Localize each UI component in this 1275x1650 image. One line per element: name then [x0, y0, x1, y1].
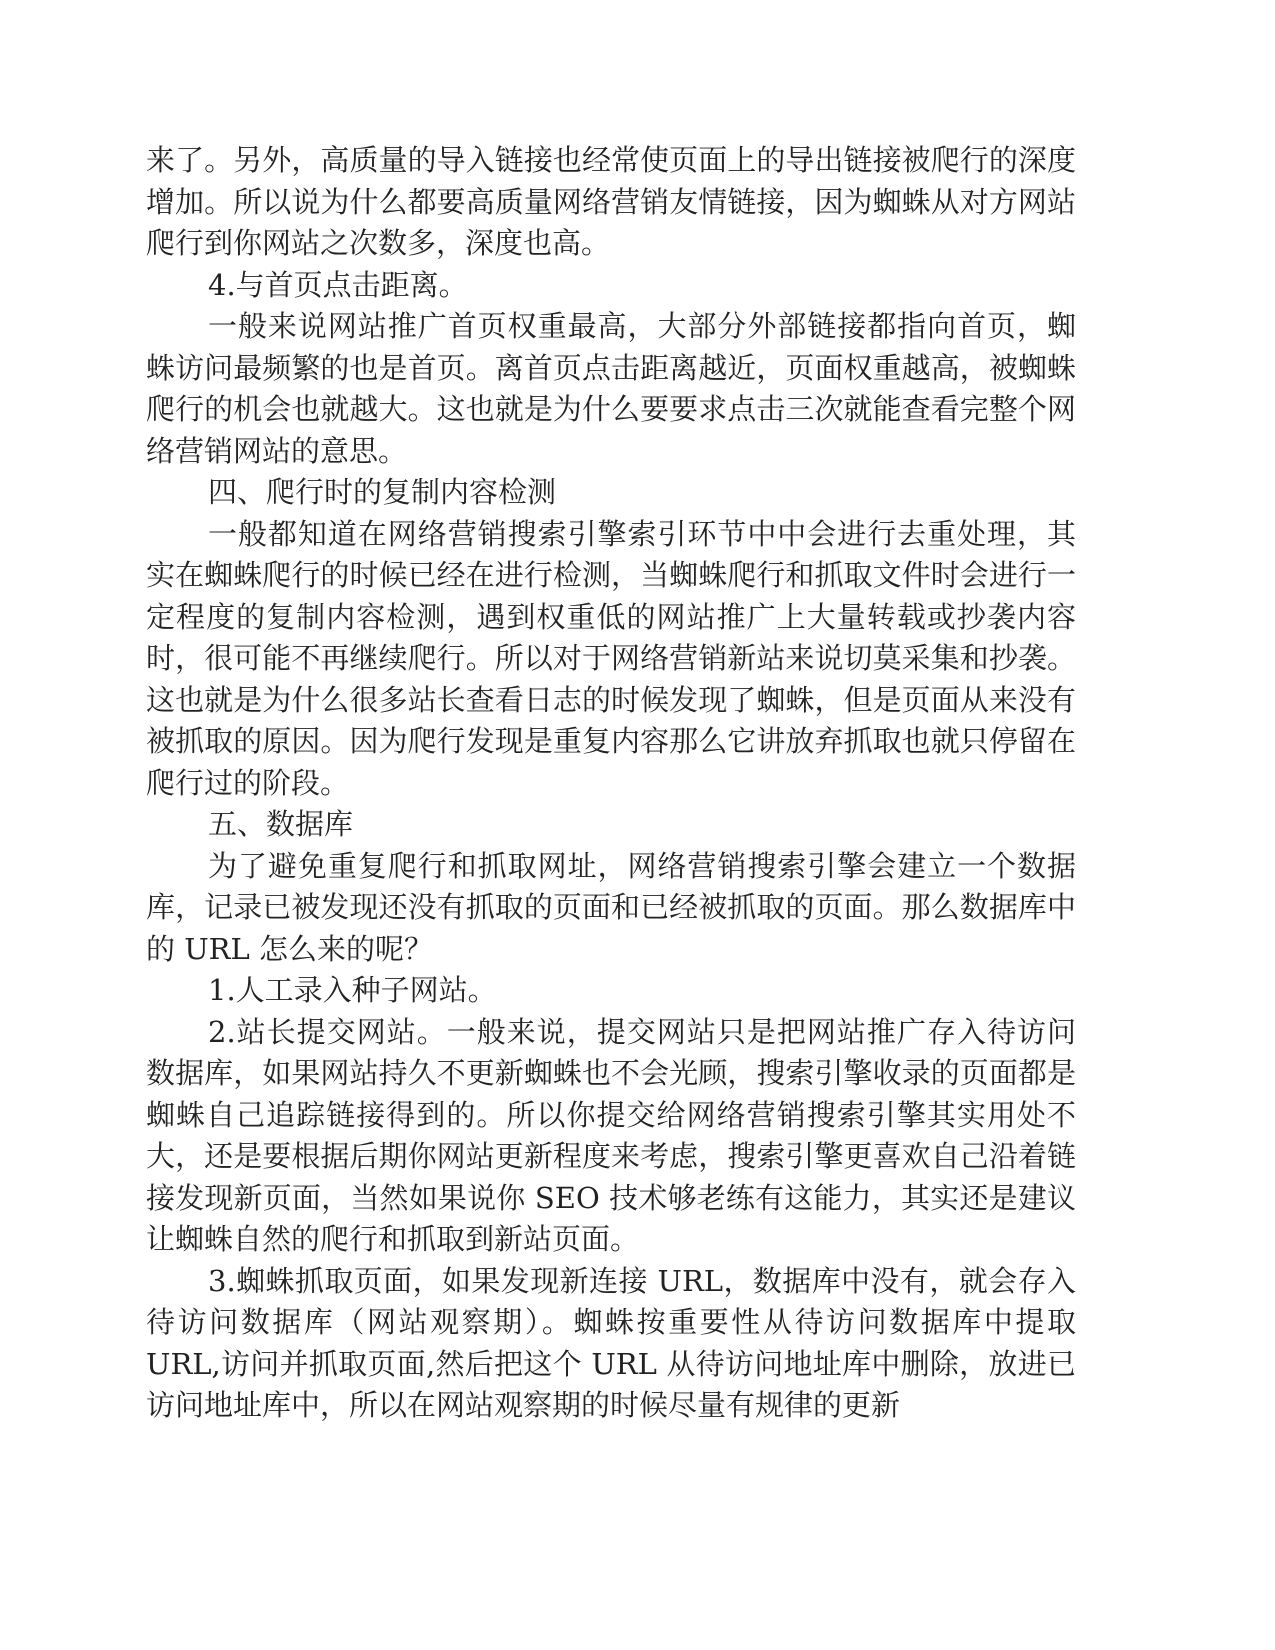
paragraph-duplicate-detection: 一般都知道在网络营销搜索引擎索引环节中中会进行去重处理，其实在蜘蛛爬行的时候已经在进行检测，当蜘蛛爬行和抓取文件时会进行一定程度的复制内容检测，遇到权重低的网站推广上大量转载或抄袭内容时，很可能不再继续爬行。所以对于网络营销新站来说切莫采集和抄袭。这也就是为什么很多站长查看日志的时候发现了蜘蛛，但是页面从来没有被抓取的原因。因为爬行发现是重复内容那么它讲放弃抓取也就只停留在爬行过的阶段。 [146, 516, 1076, 800]
section-heading-database: 五、数据库 [208, 807, 354, 841]
document-page [146, 140, 1076, 1427]
section-heading-duplicate-detection: 四、爬行时的复制内容检测 [208, 475, 557, 509]
paragraph-spider-crawl: 3.蜘蛛抓取页面，如果发现新连接 URL，数据库中没有，就会存入待访问数据库（网站观察期）。蜘蛛按重要性从待访问数据库中提取 URL,访问并抓取页面,然后把这个 URL 从待访问地址库中删除，放进已访问地址库中，所以在网站观察期的时候尽量有规律的更新 [146, 1263, 1076, 1422]
paragraph-continuation: 来了。另外，高质量的导入链接也经常使页面上的导出链接被爬行的深度增加。所以说为什么都要高质量网络营销友情链接，因为蜘蛛从对方网站爬行到你网站之次数多，深度也高。 [146, 143, 1076, 260]
paragraph-site-submission: 2.站长提交网站。一般来说，提交网站只是把网站推广存入待访问数据库，如果网站持久不更新蜘蛛也不会光顾，搜索引擎收录的页面都是蜘蛛自己追踪链接得到的。所以你提交给网络营销搜索引擎其实用处不大，还是要根据后期你网站更新程度来考虑，搜索引擎更喜欢自己沿着链接发现新页面，当然如果说你 SEO 技术够老练有这能力，其实还是建议让蜘蛛自然的爬行和抓取到新站页面。 [146, 1014, 1076, 1256]
list-item-click-distance: 4.与首页点击距离。 [208, 267, 468, 302]
paragraph-database: 为了避免重复爬行和抓取网址，网络营销搜索引擎会建立一个数据库，记录已被发现还没有抓取的页面和已经被抓取的页面。那么数据库中的 URL 怎么来的呢？ [146, 848, 1076, 966]
list-item-seed-sites: 1.人工录入种子网站。 [208, 973, 497, 1007]
paragraph-click-distance: 一般来说网站推广首页权重最高，大部分外部链接都指向首页，蜘蛛访问最频繁的也是首页。离首页点击距离越近，页面权重越高，被蜘蛛爬行的机会也就越大。这也就是为什么要要求点击三次就能查看完整个网络营销网站的意思。 [146, 309, 1076, 468]
